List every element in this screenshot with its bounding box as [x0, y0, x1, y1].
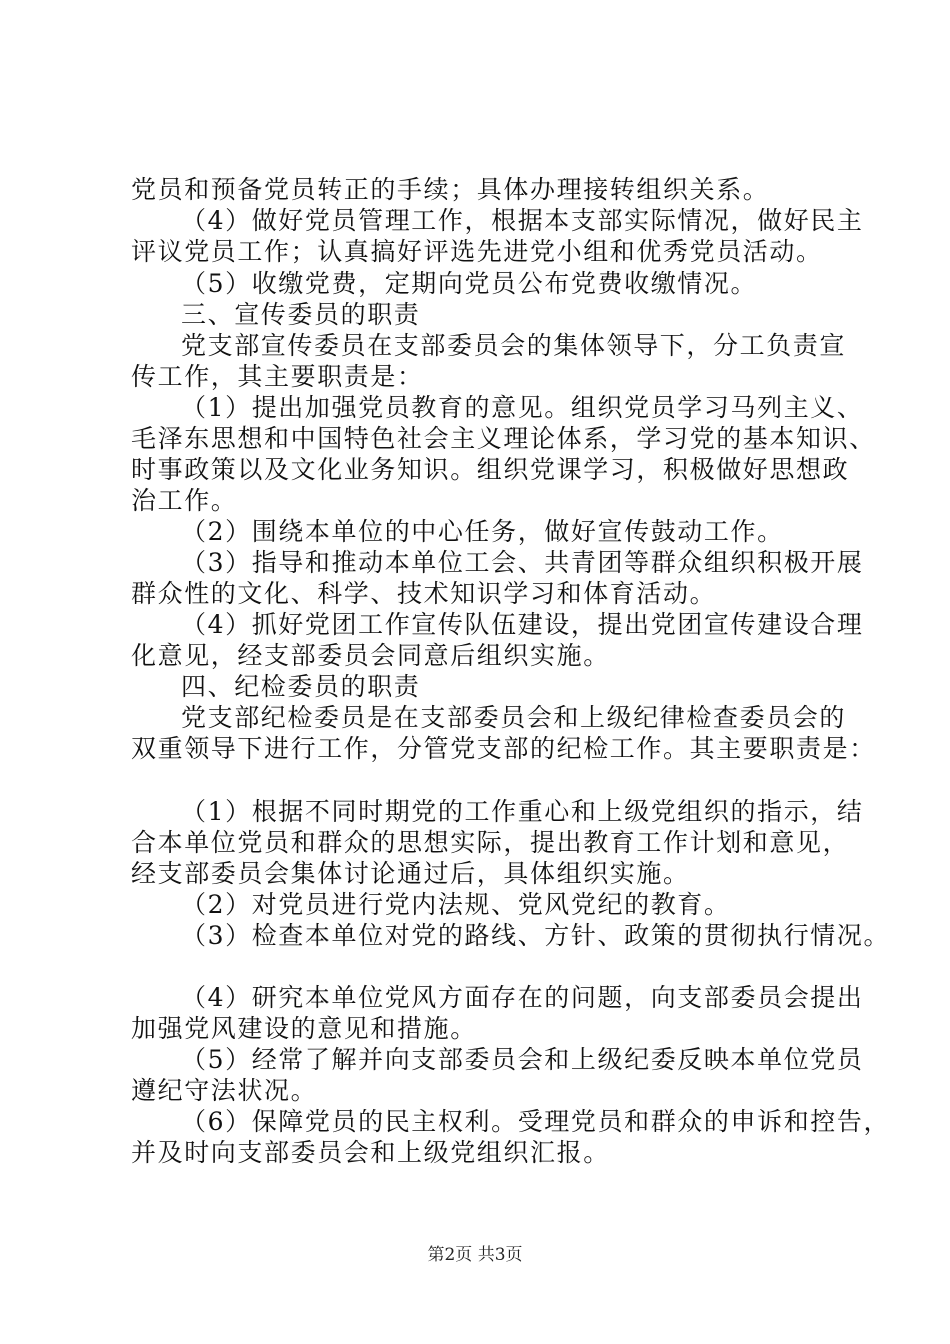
text-line: （5）经常了解并向支部委员会和上级纪委反映本单位党员	[181, 1045, 864, 1074]
text-line: 经支部委员会集体讨论通过后，具体组织实施。	[131, 859, 690, 888]
text-line: （4）抓好党团工作宣传队伍建设，提出党团宣传建设合理	[181, 610, 864, 639]
text-line: 党员和预备党员转正的手续；具体办理接转组织关系。	[131, 175, 770, 204]
text-line: （1）根据不同时期党的工作重心和上级党组织的指示，结	[181, 797, 864, 826]
text-line: 治工作。	[131, 486, 238, 515]
text-line: （1）提出加强党员教育的意见。组织党员学习马列主义、	[181, 393, 864, 422]
text-line: （3）检查本单位对党的路线、方针、政策的贯彻执行情况。	[181, 921, 891, 950]
text-line: 加强党风建设的意见和措施。	[131, 1014, 477, 1043]
text-line: （4）做好党员管理工作，根据本支部实际情况，做好民主	[181, 206, 864, 235]
text-line: 评议党员工作；认真搞好评选先进党小组和优秀党员活动。	[131, 237, 823, 266]
text-line: 合本单位党员和群众的思想实际，提出教育工作计划和意见，	[131, 828, 850, 857]
page-number-footer: 第2页 共3页	[427, 1245, 523, 1265]
text-line: 化意见，经支部委员会同意后组织实施。	[131, 641, 610, 670]
text-line: 时事政策以及文化业务知识。组织党课学习，积极做好思想政	[131, 455, 850, 484]
section-heading: 四、纪检委员的职责	[181, 672, 421, 701]
text-line: （2）对党员进行党内法规、党风党纪的教育。	[181, 890, 731, 919]
text-line: 遵纪守法状况。	[131, 1076, 318, 1105]
text-line: 并及时向支部委员会和上级党组织汇报。	[131, 1138, 610, 1167]
text-line: （6）保障党员的民主权利。受理党员和群众的申诉和控告，	[181, 1107, 891, 1136]
text-line: （4）研究本单位党风方面存在的问题，向支部委员会提出	[181, 983, 864, 1012]
text-line: 群众性的文化、科学、技术知识学习和体育活动。	[131, 579, 717, 608]
text-line: 党支部宣传委员在支部委员会的集体领导下，分工负责宣	[181, 331, 847, 360]
text-line: （3）指导和推动本单位工会、共青团等群众组织积极开展	[181, 548, 864, 577]
text-line: （5）收缴党费，定期向党员公布党费收缴情况。	[181, 269, 758, 298]
text-line: （2）围绕本单位的中心任务，做好宣传鼓动工作。	[181, 517, 784, 546]
text-line: 毛泽东思想和中国特色社会主义理论体系，学习党的基本知识、	[131, 424, 876, 453]
text-line: 传工作，其主要职责是：	[131, 362, 424, 391]
text-line: 党支部纪检委员是在支部委员会和上级纪律检查委员会的	[181, 703, 847, 732]
text-line: 双重领导下进行工作，分管党支部的纪检工作。其主要职责是：	[131, 734, 876, 763]
section-heading: 三、宣传委员的职责	[181, 300, 421, 329]
